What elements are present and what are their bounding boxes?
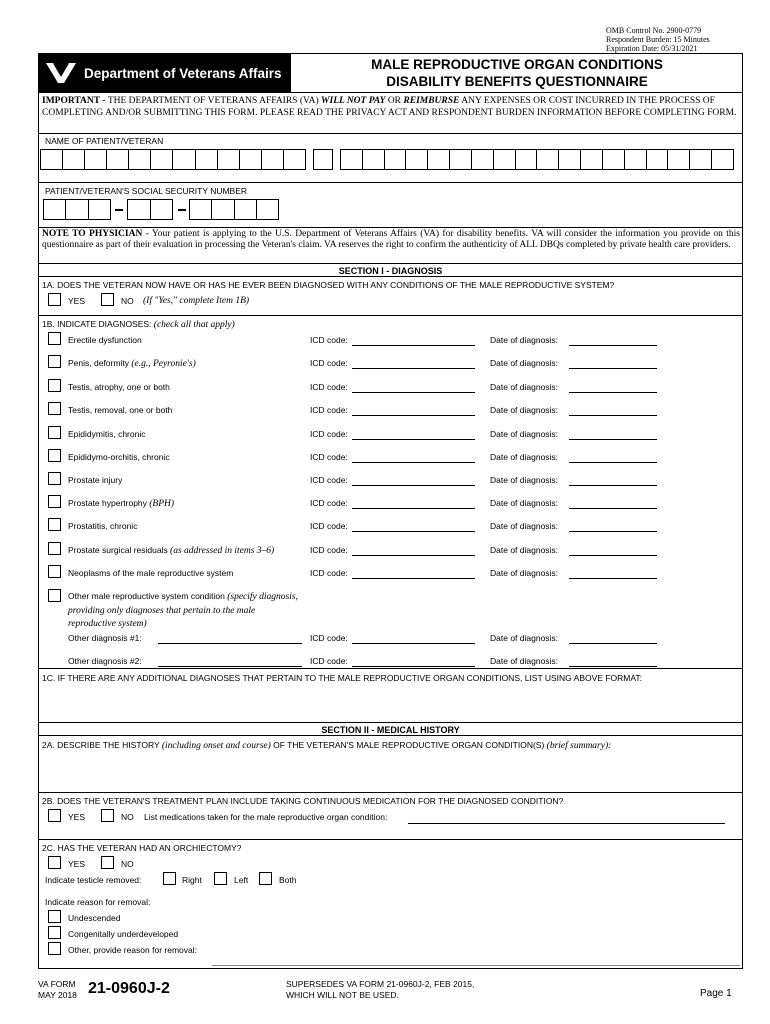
name-first-boxes[interactable] [340,149,734,170]
form-title [290,53,743,93]
name-label: NAME OF PATIENT/VETERAN [45,136,164,146]
name-last-boxes[interactable] [40,149,306,170]
va-header [38,53,290,93]
ssn-part2[interactable] [127,199,173,220]
diagnosis-checkbox[interactable] [48,379,61,392]
icd-code-label: ICD code: [310,545,348,555]
reason-label: Indicate reason for removal: [45,897,151,907]
page-number: Page 1 [700,988,732,999]
q1c-label: 1C. IF THERE ARE ANY ADDITIONAL DIAGNOSES THAT PERTAIN TO THE MALE REPRODUCTIVE ORGAN CONDITIONS, LIST USING ABOVE FORMAT: [42,673,643,683]
q1a-label: 1A. DOES THE VETERAN NOW HAVE OR HAS HE EVER BEEN DIAGNOSED WITH ANY CONDITIONS OF THE MALE REPRODUCTIVE SYSTEM? [42,280,615,290]
date-of-diagnosis-label: Date of diagnosis: [490,568,559,578]
other-diagnosis-label: Other diagnosis #2: [68,656,142,666]
date-of-diagnosis-input[interactable] [569,415,657,416]
form-number: 21-0960J-2 [88,980,170,997]
date-of-diagnosis-input[interactable] [569,578,657,579]
diagnosis-label: Testis, removal, one or both [68,405,173,415]
undescended-checkbox[interactable] [48,910,61,923]
other-condition-label: Other male reproductive system condition (specify diagnosis, providing only diagnoses that pertain to the male reproductive system) [68,591,298,629]
footer-form-id: VA FORM MAY 2018 [38,979,77,1000]
ssn-dash [178,209,186,211]
diagnosis-label: Epididymo-orchitis, chronic [68,452,170,462]
q2b-yes-checkbox[interactable] [48,809,61,822]
date-of-diagnosis-label: Date of diagnosis: [490,429,559,439]
icd-code-input[interactable] [352,439,475,440]
q1b-label: 1B. INDICATE DIAGNOSES: (check all that apply) [42,319,235,330]
omb-control: OMB Control No. 2900-0779 [606,26,702,35]
diagnosis-label: Neoplasms of the male reproductive system [68,568,234,578]
yes-label: YES [68,296,86,306]
right-checkbox[interactable] [163,872,176,885]
date-of-diagnosis-input[interactable] [569,666,657,667]
icd-code-label: ICD code: [310,382,348,392]
diagnosis-checkbox[interactable] [48,518,61,531]
date-of-diagnosis-input[interactable] [569,531,657,532]
yes-label: YES [68,812,86,822]
ssn-dash [115,209,123,211]
date-of-diagnosis-input[interactable] [569,392,657,393]
q1c-textarea[interactable] [42,686,740,716]
ssn-label: PATIENT/VETERAN'S SOCIAL SECURITY NUMBER [45,186,248,196]
diagnosis-label: Prostatitis, chronic [68,521,138,531]
congenital-label: Congenitally underdeveloped [68,929,179,939]
ssn-part1[interactable] [43,199,111,220]
icd-code-input[interactable] [352,368,475,369]
q2c-yes-checkbox[interactable] [48,856,61,869]
diagnosis-label: Testis, atrophy, one or both [68,382,170,392]
q2a-label: 2A. DESCRIBE THE HISTORY (including onset and course) OF THE VETERAN'S MALE REPRODUCTIVE ORGAN CONDITION(S) (brief summary): [42,740,612,751]
date-of-diagnosis-label: Date of diagnosis: [490,335,559,345]
name-initial-box[interactable] [313,149,333,170]
respondent-burden: Respondent Burden: 15 Minutes [606,35,710,44]
icd-code-label: ICD code: [310,633,348,643]
section-2-header: SECTION II - MEDICAL HISTORY [38,722,743,736]
icd-code-label: ICD code: [310,656,348,666]
date-of-diagnosis-label: Date of diagnosis: [490,405,559,415]
other-reason-label: Other, provide reason for removal: [68,945,197,955]
diagnosis-checkbox[interactable] [48,355,61,368]
expiration-date: Expiration Date: 05/31/2021 [606,44,698,53]
icd-code-label: ICD code: [310,521,348,531]
no-label: NO [121,859,134,869]
diagnosis-label: Prostate surgical residuals (as addressed in items 3–6) [68,545,275,556]
section-1-header: SECTION I - DIAGNOSIS [38,263,743,277]
q2c-no-checkbox[interactable] [101,856,114,869]
q2a-textarea[interactable] [42,752,740,790]
icd-code-label: ICD code: [310,475,348,485]
icd-code-input[interactable] [352,555,475,556]
diagnosis-checkbox[interactable] [48,449,61,462]
icd-code-label: ICD code: [310,358,348,368]
date-of-diagnosis-input[interactable] [569,643,657,644]
date-of-diagnosis-label: Date of diagnosis: [490,358,559,368]
date-of-diagnosis-label: Date of diagnosis: [490,475,559,485]
icd-code-input[interactable] [352,462,475,463]
undescended-label: Undescended [68,913,121,923]
congenital-checkbox[interactable] [48,926,61,939]
q2b-no-checkbox[interactable] [101,809,114,822]
icd-code-input[interactable] [352,531,475,532]
date-of-diagnosis-label: Date of diagnosis: [490,656,559,666]
both-checkbox[interactable] [259,872,272,885]
right-label: Right [182,875,202,885]
diagnosis-checkbox[interactable] [48,472,61,485]
va-logo-icon [44,61,78,85]
diagnosis-label: Erectile dysfunction [68,335,142,345]
q1a-yes-checkbox[interactable] [48,293,61,306]
icd-code-input[interactable] [352,485,475,486]
icd-code-input[interactable] [352,578,475,579]
medications-label: List medications taken for the male reproductive organ condition: [144,812,388,822]
title-line-2: DISABILITY BENEFITS QUESTIONNAIRE [386,74,648,89]
date-of-diagnosis-label: Date of diagnosis: [490,498,559,508]
diagnosis-checkbox[interactable] [48,426,61,439]
q1a-note: (If "Yes," complete Item 1B) [143,296,250,306]
date-of-diagnosis-label: Date of diagnosis: [490,452,559,462]
diagnosis-checkbox[interactable] [48,495,61,508]
diagnosis-label: Epididymitis, chronic [68,429,146,439]
date-of-diagnosis-input[interactable] [569,345,657,346]
icd-code-label: ICD code: [310,452,348,462]
other-diagnosis-input[interactable] [158,666,302,667]
title-line-1: MALE REPRODUCTIVE ORGAN CONDITIONS [371,57,663,72]
date-of-diagnosis-input[interactable] [569,485,657,486]
agency-name: Department of Veterans Affairs [84,65,282,81]
icd-code-label: ICD code: [310,568,348,578]
date-of-diagnosis-label: Date of diagnosis: [490,382,559,392]
note-to-physician: NOTE TO PHYSICIAN - Your patient is applying to the U.S. Department of Veterans Affairs (VA) for disability benefits. VA will consider the information you provide on this questionnaire as part of their evaluation in processing the Veteran's claim. VA reserves the right to confirm the authenticity of ALL DBQs completed by private health care providers. [42,229,740,250]
date-of-diagnosis-input[interactable] [569,462,657,463]
other-diagnosis-input[interactable] [158,643,302,644]
diagnosis-checkbox[interactable] [48,402,61,415]
other-diagnosis-label: Other diagnosis #1: [68,633,142,643]
ssn-part3[interactable] [189,199,279,220]
medications-input[interactable] [408,823,725,824]
no-label: NO [121,812,134,822]
left-label: Left [234,875,249,885]
icd-code-input[interactable] [352,643,475,644]
testicle-removed-label: Indicate testicle removed: [45,875,142,885]
date-of-diagnosis-input[interactable] [569,439,657,440]
other-reason-input[interactable] [212,965,740,966]
icd-code-label: ICD code: [310,429,348,439]
icd-code-input[interactable] [352,392,475,393]
icd-code-label: ICD code: [310,335,348,345]
diagnosis-label: Prostate hypertrophy (BPH) [68,498,175,509]
diagnosis-checkbox[interactable] [48,332,61,345]
q2b-label: 2B. DOES THE VETERAN'S TREATMENT PLAN INCLUDE TAKING CONTINUOUS MEDICATION FOR THE DIAGNOSED CONDITION? [42,796,564,806]
q1a-no-checkbox[interactable] [101,293,114,306]
icd-code-input[interactable] [352,345,475,346]
omb-info [606,26,710,53]
date-of-diagnosis-input[interactable] [569,368,657,369]
supersedes-note: SUPERSEDES VA FORM 21-0960J-2, FEB 2015, WHICH WILL NOT BE USED. [286,979,475,1000]
icd-code-input[interactable] [352,415,475,416]
date-of-diagnosis-label: Date of diagnosis: [490,545,559,555]
date-of-diagnosis-label: Date of diagnosis: [490,521,559,531]
left-checkbox[interactable] [214,872,227,885]
diagnosis-label: Penis, deformity (e.g., Peyronie's) [68,358,196,369]
other-condition-checkbox[interactable] [48,589,61,602]
no-label: NO [121,296,134,306]
both-label: Both [279,875,297,885]
date-of-diagnosis-input[interactable] [569,508,657,509]
icd-code-label: ICD code: [310,498,348,508]
other-reason-checkbox[interactable] [48,942,61,955]
diagnosis-label: Prostate injury [68,475,123,485]
icd-code-input[interactable] [352,508,475,509]
important-notice: IMPORTANT - THE DEPARTMENT OF VETERANS AFFAIRS (VA) WILL NOT PAY OR REIMBURSE ANY EXPENSES OR COST INCURRED IN THE PROCESS OF COMPLETING AND/OR SUBMITTING THIS FORM. PLEASE READ THE PRIVACY ACT AND RESPONDENT BURDEN INFORMATION BEFORE COMPLETING FORM. [42,96,737,118]
icd-code-input[interactable] [352,666,475,667]
q2c-label: 2C. HAS THE VETERAN HAD AN ORCHIECTOMY? [42,843,242,853]
diagnosis-checkbox[interactable] [48,565,61,578]
icd-code-label: ICD code: [310,405,348,415]
date-of-diagnosis-label: Date of diagnosis: [490,633,559,643]
date-of-diagnosis-input[interactable] [569,555,657,556]
yes-label: YES [68,859,86,869]
diagnosis-checkbox[interactable] [48,542,61,555]
